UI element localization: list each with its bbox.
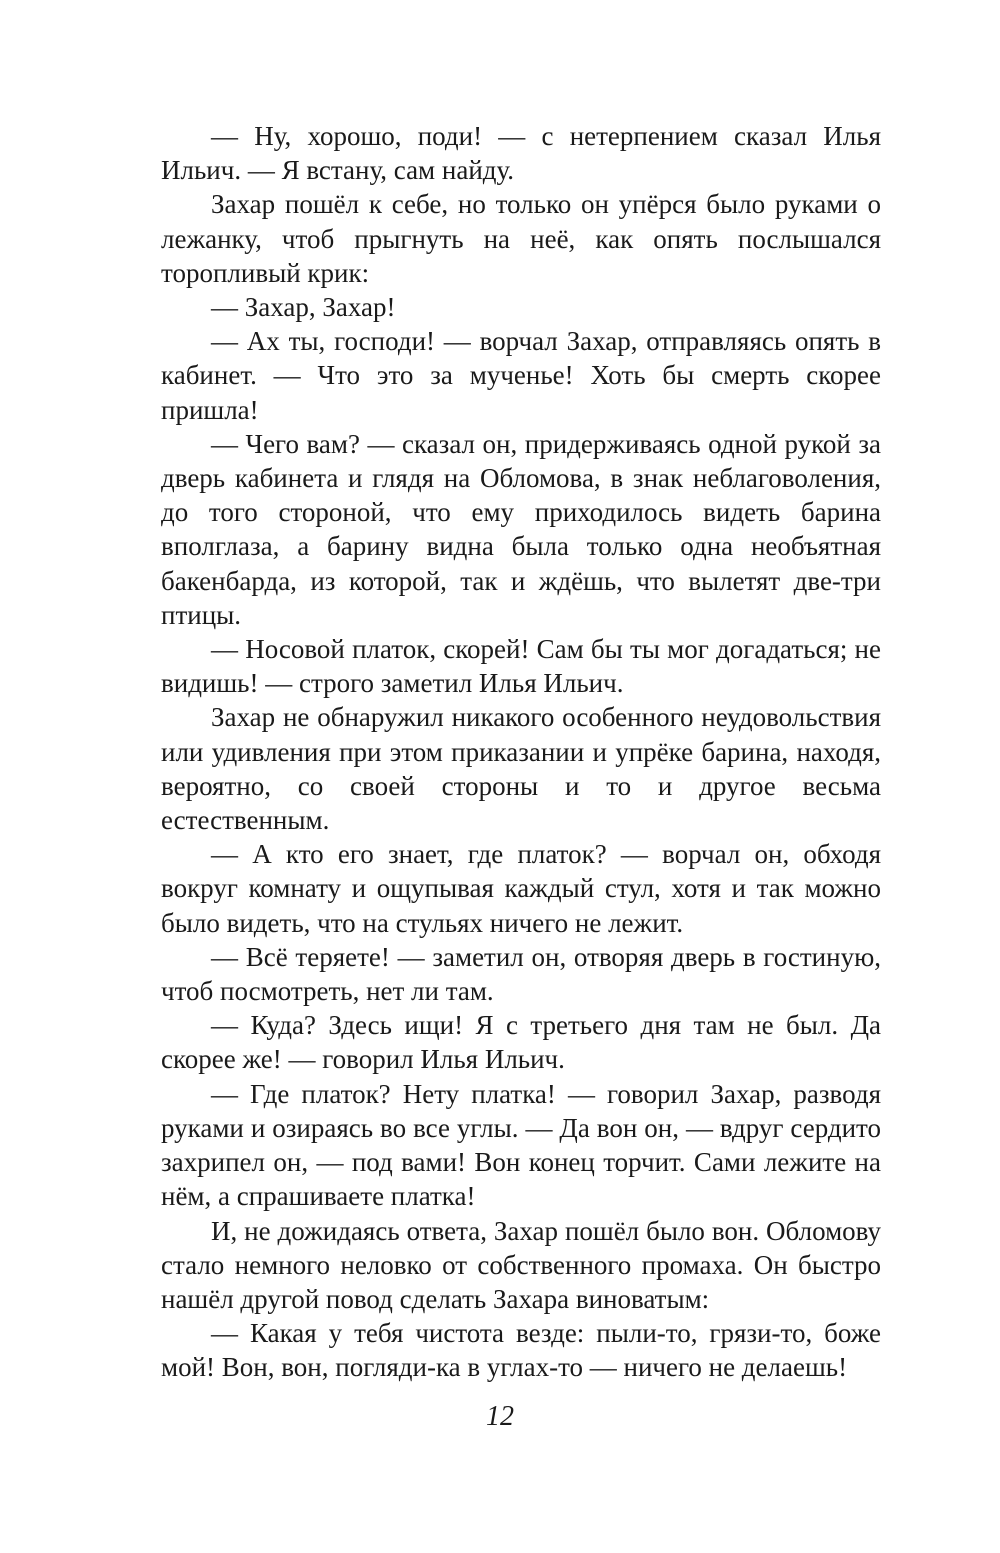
paragraph: — Где платок? Нету платка! — говорил Захар, разводя руками и озираясь во все углы. — Да вон он, — вдруг сердито захрипел он, — под вами! Вон конец торчит. Сами лежите на нём, а спрашиваете платка!: [161, 1078, 881, 1212]
paragraph: Захар пошёл к себе, но только он упёрся было руками о лежанку, чтоб прыгнуть на неё, как опять послышался торопливый крик:: [161, 189, 881, 288]
paragraph: — А кто его знает, где платок? — ворчал он, обходя вокруг комнату и ощупывая каждый стул, хотя и так можно было видеть, что на стульях ничего не лежит.: [161, 839, 881, 938]
paragraph: — Захар, Захар!: [211, 292, 396, 323]
paragraph: Захар не обнаружил никакого особенного неудовольствия или удивления при этом приказании и упрёке барина, находя, вероятно, со своей стороны и то и другое весьма естественным.: [161, 702, 881, 836]
paragraph: — Ах ты, господи! — ворчал Захар, отправляясь опять в кабинет. — Что это за мученье! Хоть бы смерть скорее пришла!: [161, 326, 881, 425]
paragraph: — Всё теряете! — заметил он, отворяя дверь в гостиную, чтоб посмотреть, нет ли там.: [161, 941, 881, 1007]
paragraph: — Какая у тебя чистота везде: пыли-то, грязи-то, боже мой! Вон, вон, погляди-ка в углах-то — ничего не делаешь!: [161, 1318, 881, 1383]
paragraph: — Куда? Здесь ищи! Я с третьего дня там не был. Да скорее же! — говорил Илья Ильич.: [161, 1010, 881, 1075]
paragraph: — Ну, хорошо, поди! — с нетерпением сказал Илья Ильич. — Я встану, сам найду.: [161, 121, 881, 186]
page-number: 12: [486, 1401, 514, 1432]
paragraph: — Чего вам? — сказал он, придерживаясь одной рукой за дверь кабинета и глядя на Обломова, в знак неблаговоления, до того стороной, что ему приходилось видеть барина вполглаза, а барину видна была только одна необъятная бакенбарда, из которой, так и ждёшь, что вылетят две-три птицы.: [161, 428, 881, 630]
body-text: [161, 119, 881, 1385]
paragraph: — Носовой платок, скорей! Сам бы ты мог догадаться; не видишь! — строго заметил Илья Ильич.: [161, 634, 881, 699]
paragraph: И, не дожидаясь ответа, Захар пошёл было вон. Обломову стало немного неловко от собственного промаха. Он быстро нашёл другой повод сделать Захара виноватым:: [161, 1215, 881, 1314]
